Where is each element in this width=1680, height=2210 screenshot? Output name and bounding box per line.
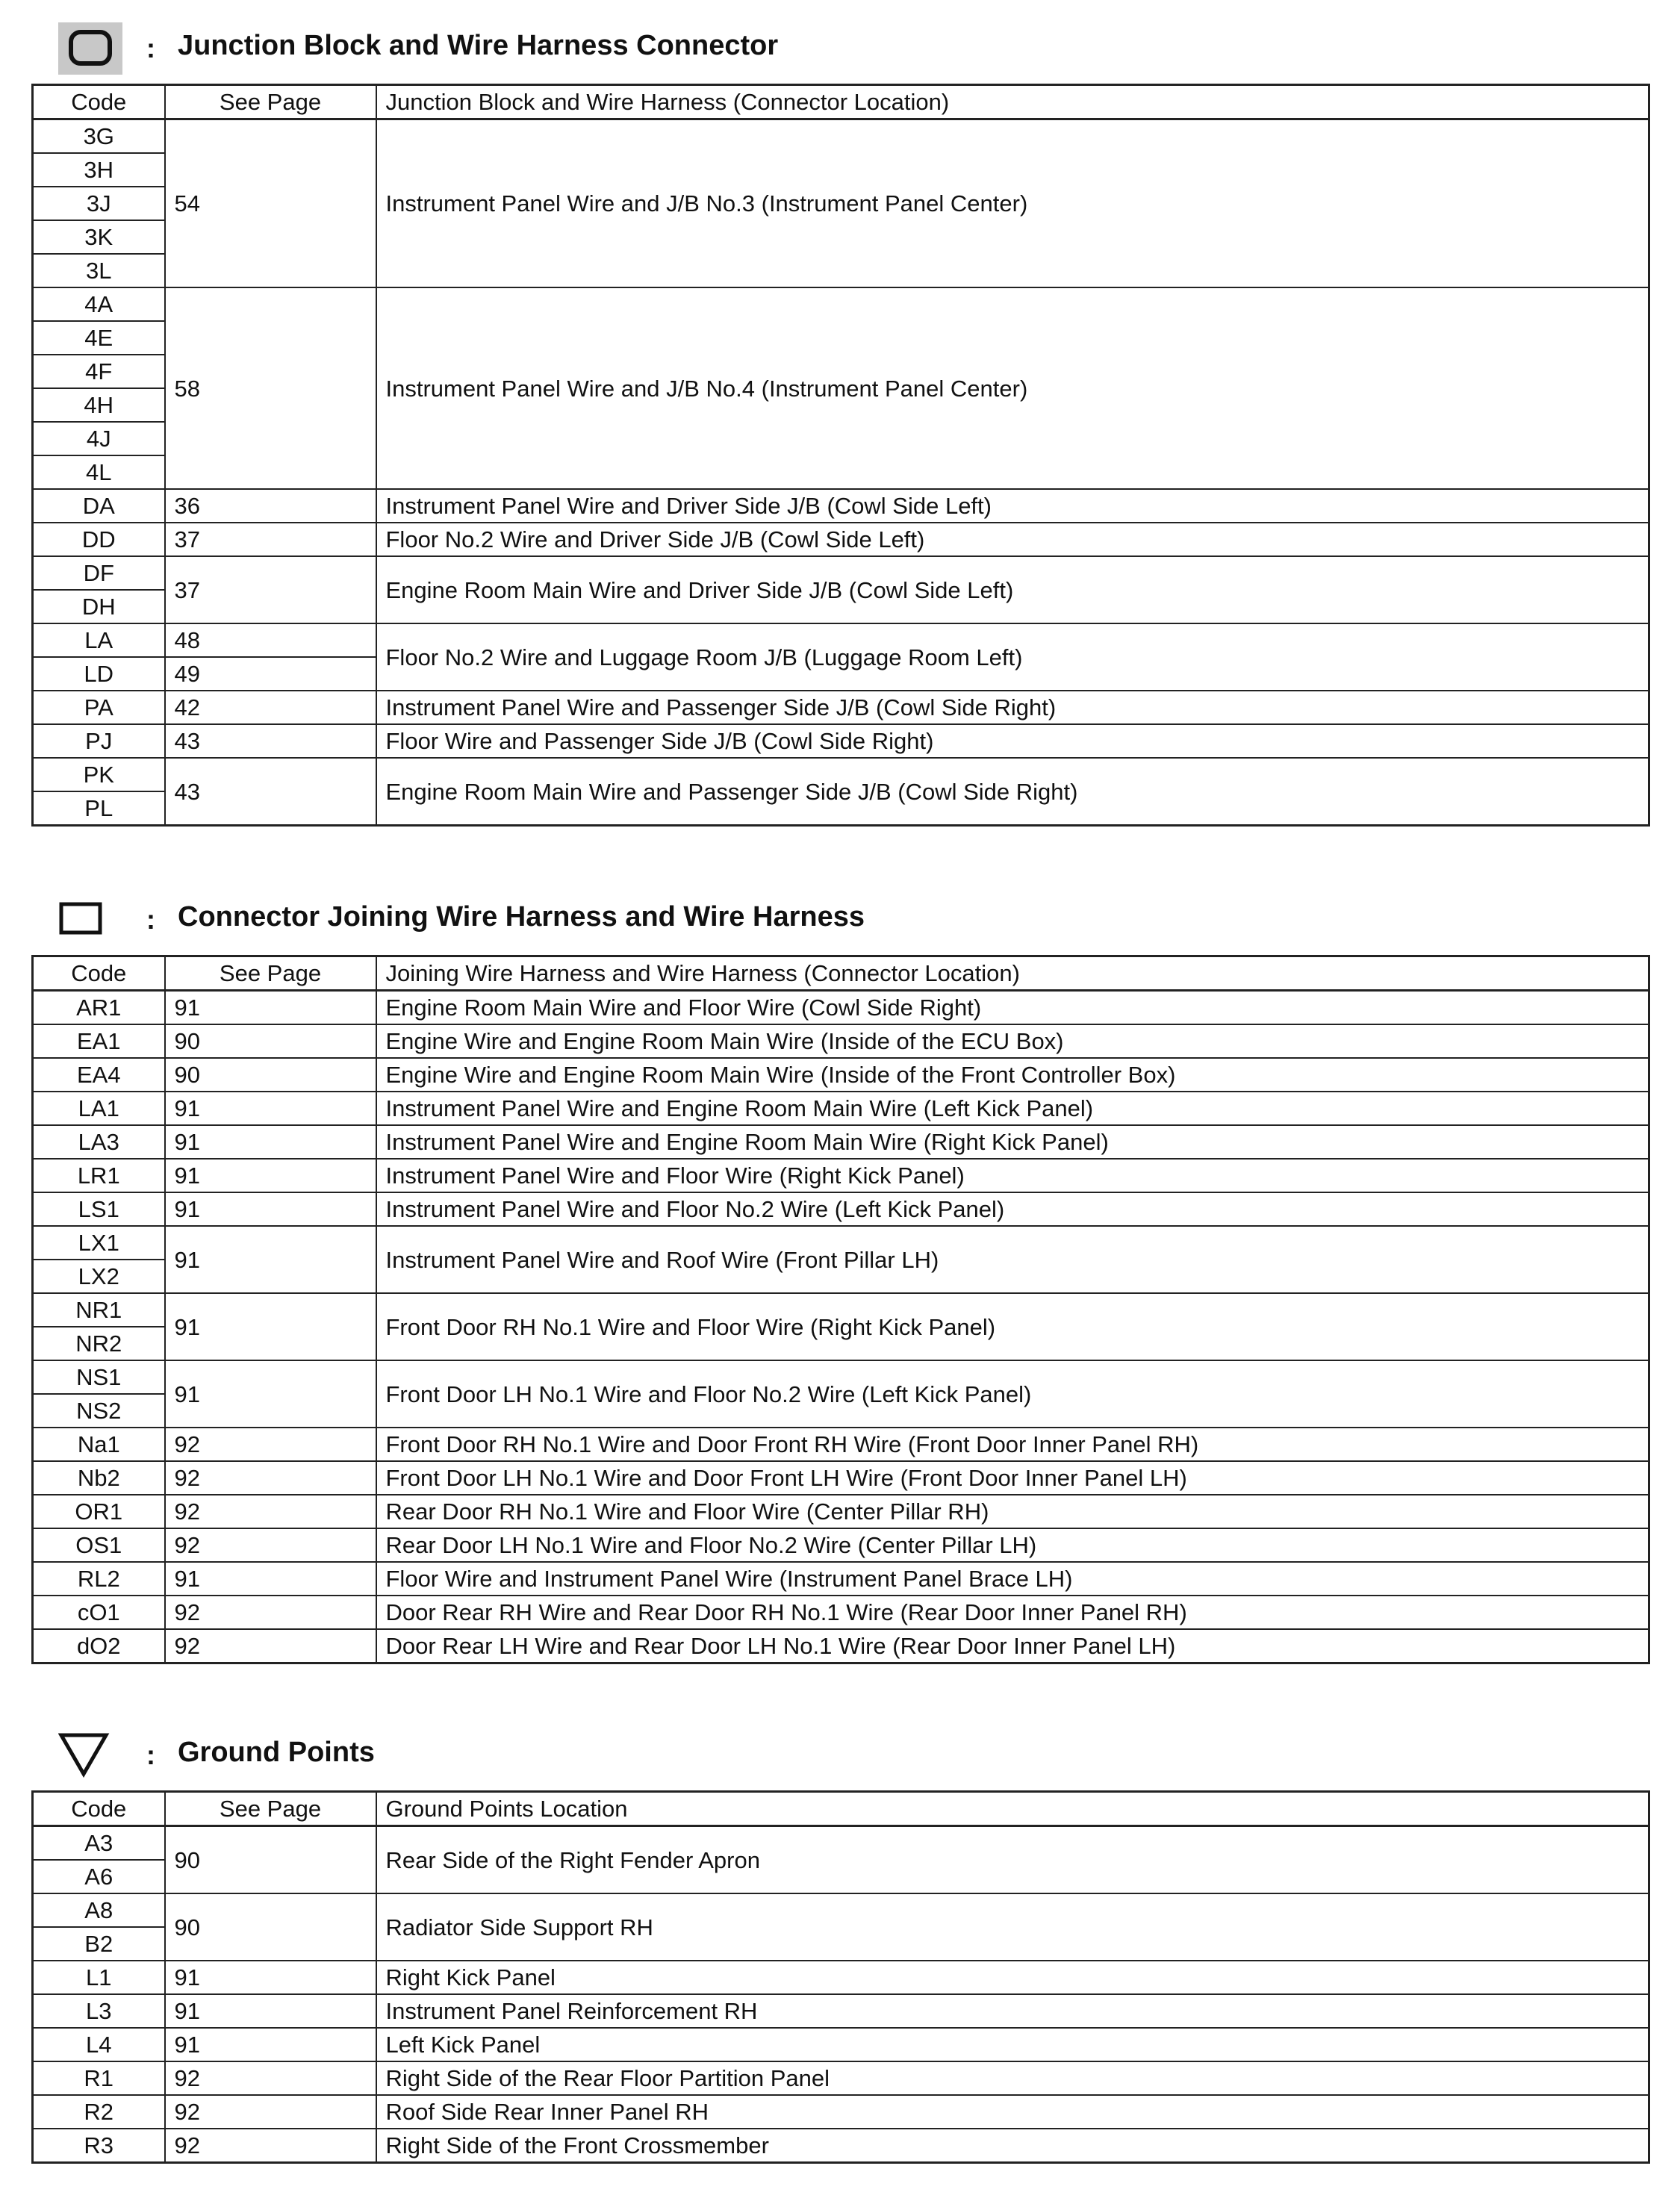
section-title: Junction Block and Wire Harness Connector: [178, 30, 779, 61]
ground-point-triangle-icon: [58, 1729, 122, 1781]
table-row: [33, 1596, 1649, 1629]
location-cell: Left Kick Panel: [376, 2028, 1649, 2061]
table-row: [33, 1826, 1649, 1861]
code-cell: LA3: [33, 1125, 165, 1159]
column-header-desc: Joining Wire Harness and Wire Harness (Connector Location): [376, 956, 1649, 991]
table-row: [33, 1428, 1649, 1461]
code-cell: R1: [33, 2061, 165, 2095]
location-cell: Door Rear LH Wire and Rear Door LH No.1 Wire (Rear Door Inner Panel LH): [376, 1629, 1649, 1663]
location-cell: Door Rear RH Wire and Rear Door RH No.1 Wire (Rear Door Inner Panel RH): [376, 1596, 1649, 1629]
column-header-page: See Page: [165, 85, 376, 119]
page-cell: 49: [165, 657, 376, 691]
table-row: [33, 758, 1649, 791]
code-cell: NR1: [33, 1293, 165, 1327]
code-cell: 3K: [33, 220, 165, 254]
section-title: Connector Joining Wire Harness and Wire Harness: [178, 901, 865, 933]
table-row: [33, 489, 1649, 523]
page-cell: 36: [165, 489, 376, 523]
location-cell: Floor Wire and Passenger Side J/B (Cowl Side Right): [376, 724, 1649, 758]
junction-block-symbol-icon: [58, 22, 122, 75]
page-cell: 90: [165, 1826, 376, 1894]
table-row: [33, 1893, 1649, 1927]
location-cell: Instrument Panel Wire and Floor Wire (Right Kick Panel): [376, 1159, 1649, 1192]
page-cell: 91: [165, 1293, 376, 1360]
table-header-row: [33, 85, 1649, 119]
page-cell: 92: [165, 2129, 376, 2163]
location-cell: Engine Room Main Wire and Passenger Side J/B (Cowl Side Right): [376, 758, 1649, 826]
section-heading-connector-joining: [0, 894, 1680, 946]
code-cell: AR1: [33, 991, 165, 1025]
code-cell: LA1: [33, 1092, 165, 1125]
page-cell: 37: [165, 556, 376, 623]
section-heading-junction-block: [0, 22, 1680, 75]
code-cell: cO1: [33, 1596, 165, 1629]
location-cell: Rear Door RH No.1 Wire and Floor Wire (Center Pillar RH): [376, 1495, 1649, 1528]
code-cell: L4: [33, 2028, 165, 2061]
page-cell: 92: [165, 1629, 376, 1663]
location-cell: Roof Side Rear Inner Panel RH: [376, 2095, 1649, 2129]
code-cell: 3H: [33, 153, 165, 187]
code-cell: NR2: [33, 1327, 165, 1360]
page-cell: 92: [165, 1495, 376, 1528]
code-cell: PL: [33, 791, 165, 826]
column-header-code: Code: [33, 85, 165, 119]
code-cell: LR1: [33, 1159, 165, 1192]
page-cell: 90: [165, 1024, 376, 1058]
code-cell: L1: [33, 1961, 165, 1994]
page-cell: 92: [165, 2095, 376, 2129]
table-row: [33, 1125, 1649, 1159]
code-cell: R2: [33, 2095, 165, 2129]
page-cell: 91: [165, 1159, 376, 1192]
junction-block-table: [31, 84, 1650, 827]
code-cell: EA1: [33, 1024, 165, 1058]
heading-colon: :: [146, 1740, 155, 1770]
code-cell: 4L: [33, 455, 165, 489]
column-header-code: Code: [33, 956, 165, 991]
table-header-row: [33, 956, 1649, 991]
table-row: [33, 1461, 1649, 1495]
page-cell: 91: [165, 1226, 376, 1293]
code-cell: dO2: [33, 1629, 165, 1663]
table-row: [33, 2129, 1649, 2163]
table-row: [33, 1495, 1649, 1528]
code-cell: 3G: [33, 119, 165, 154]
code-cell: A6: [33, 1860, 165, 1893]
page-cell: 37: [165, 523, 376, 556]
location-cell: Right Side of the Rear Floor Partition Panel: [376, 2061, 1649, 2095]
code-cell: LX1: [33, 1226, 165, 1260]
page-cell: 48: [165, 623, 376, 657]
location-cell: Instrument Panel Wire and Passenger Side J/B (Cowl Side Right): [376, 691, 1649, 724]
location-cell: Rear Door LH No.1 Wire and Floor No.2 Wire (Center Pillar LH): [376, 1528, 1649, 1562]
table-row: [33, 1192, 1649, 1226]
code-cell: Nb2: [33, 1461, 165, 1495]
column-header-page: See Page: [165, 1792, 376, 1826]
location-cell: Floor No.2 Wire and Luggage Room J/B (Luggage Room Left): [376, 623, 1649, 691]
location-cell: Front Door LH No.1 Wire and Floor No.2 Wire (Left Kick Panel): [376, 1360, 1649, 1428]
table-row: [33, 1226, 1649, 1260]
table-row: [33, 1994, 1649, 2028]
location-cell: Engine Wire and Engine Room Main Wire (Inside of the Front Controller Box): [376, 1058, 1649, 1092]
table-row: [33, 1092, 1649, 1125]
column-header-desc: Ground Points Location: [376, 1792, 1649, 1826]
location-cell: Floor Wire and Instrument Panel Wire (Instrument Panel Brace LH): [376, 1562, 1649, 1596]
code-cell: NS2: [33, 1394, 165, 1428]
location-cell: Instrument Panel Wire and Engine Room Main Wire (Right Kick Panel): [376, 1125, 1649, 1159]
connector-joining-table: [31, 955, 1650, 1664]
location-cell: Rear Side of the Right Fender Apron: [376, 1826, 1649, 1894]
code-cell: 4F: [33, 355, 165, 388]
page-cell: 42: [165, 691, 376, 724]
page-cell: 54: [165, 119, 376, 288]
page-cell: 43: [165, 724, 376, 758]
page-cell: 43: [165, 758, 376, 826]
table-header-row: [33, 1792, 1649, 1826]
location-cell: Front Door RH No.1 Wire and Door Front RH Wire (Front Door Inner Panel RH): [376, 1428, 1649, 1461]
code-cell: EA4: [33, 1058, 165, 1092]
location-cell: Instrument Panel Wire and J/B No.3 (Instrument Panel Center): [376, 119, 1649, 288]
page-cell: 91: [165, 991, 376, 1025]
code-cell: LX2: [33, 1260, 165, 1293]
code-cell: 4E: [33, 321, 165, 355]
page-cell: 92: [165, 1461, 376, 1495]
code-cell: LD: [33, 657, 165, 691]
page-cell: 58: [165, 287, 376, 489]
code-cell: DH: [33, 590, 165, 623]
code-cell: PJ: [33, 724, 165, 758]
location-cell: Instrument Panel Wire and J/B No.4 (Instrument Panel Center): [376, 287, 1649, 489]
page-cell: 91: [165, 2028, 376, 2061]
location-cell: Floor No.2 Wire and Driver Side J/B (Cowl Side Left): [376, 523, 1649, 556]
table-row: [33, 1629, 1649, 1663]
column-header-desc: Junction Block and Wire Harness (Connector Location): [376, 85, 1649, 119]
page-cell: 90: [165, 1058, 376, 1092]
code-cell: LS1: [33, 1192, 165, 1226]
code-cell: LA: [33, 623, 165, 657]
location-cell: Right Kick Panel: [376, 1961, 1649, 1994]
code-cell: PA: [33, 691, 165, 724]
code-cell: DF: [33, 556, 165, 590]
code-cell: R3: [33, 2129, 165, 2163]
location-cell: Front Door RH No.1 Wire and Floor Wire (Right Kick Panel): [376, 1293, 1649, 1360]
table-row: [33, 119, 1649, 154]
section-heading-ground-points: [0, 1729, 1680, 1781]
code-cell: PK: [33, 758, 165, 791]
code-cell: DD: [33, 523, 165, 556]
location-cell: Right Side of the Front Crossmember: [376, 2129, 1649, 2163]
table-row: [33, 1159, 1649, 1192]
table-row: [33, 1961, 1649, 1994]
location-cell: Engine Room Main Wire and Floor Wire (Cowl Side Right): [376, 991, 1649, 1025]
page-cell: 91: [165, 1360, 376, 1428]
ground-points-table: [31, 1790, 1650, 2164]
page-cell: 92: [165, 2061, 376, 2095]
location-cell: Instrument Panel Wire and Engine Room Main Wire (Left Kick Panel): [376, 1092, 1649, 1125]
code-cell: A8: [33, 1893, 165, 1927]
code-cell: 4J: [33, 422, 165, 455]
column-header-code: Code: [33, 1792, 165, 1826]
code-cell: 3J: [33, 187, 165, 220]
location-cell: Instrument Panel Wire and Roof Wire (Front Pillar LH): [376, 1226, 1649, 1293]
code-cell: Na1: [33, 1428, 165, 1461]
table-row: [33, 991, 1649, 1025]
table-row: [33, 2061, 1649, 2095]
table-row: [33, 1024, 1649, 1058]
page-cell: 91: [165, 1192, 376, 1226]
table-row: [33, 1360, 1649, 1394]
location-cell: Instrument Panel Wire and Driver Side J/B (Cowl Side Left): [376, 489, 1649, 523]
code-cell: 4H: [33, 388, 165, 422]
code-cell: 3L: [33, 254, 165, 287]
section-title: Ground Points: [178, 1737, 375, 1768]
page-cell: 90: [165, 1893, 376, 1961]
table-row: [33, 1293, 1649, 1327]
heading-colon: :: [146, 33, 155, 63]
page-cell: 92: [165, 1596, 376, 1629]
table-row: [33, 1058, 1649, 1092]
code-cell: OS1: [33, 1528, 165, 1562]
table-row: [33, 1528, 1649, 1562]
code-cell: DA: [33, 489, 165, 523]
connector-symbol-icon: [58, 894, 122, 946]
page-cell: 92: [165, 1528, 376, 1562]
code-cell: 4A: [33, 287, 165, 321]
page-cell: 91: [165, 1961, 376, 1994]
location-cell: Instrument Panel Wire and Floor No.2 Wire (Left Kick Panel): [376, 1192, 1649, 1226]
page-cell: 91: [165, 1092, 376, 1125]
table-row: [33, 523, 1649, 556]
table-row: [33, 623, 1649, 657]
table-row: [33, 691, 1649, 724]
table-row: [33, 2095, 1649, 2129]
table-row: [33, 556, 1649, 590]
page-cell: 91: [165, 1994, 376, 2028]
code-cell: A3: [33, 1826, 165, 1861]
code-cell: L3: [33, 1994, 165, 2028]
code-cell: OR1: [33, 1495, 165, 1528]
table-row: [33, 724, 1649, 758]
column-header-page: See Page: [165, 956, 376, 991]
location-cell: Engine Wire and Engine Room Main Wire (Inside of the ECU Box): [376, 1024, 1649, 1058]
table-row: [33, 287, 1649, 321]
location-cell: Radiator Side Support RH: [376, 1893, 1649, 1961]
code-cell: B2: [33, 1927, 165, 1961]
location-cell: Engine Room Main Wire and Driver Side J/B (Cowl Side Left): [376, 556, 1649, 623]
table-row: [33, 1562, 1649, 1596]
location-cell: Instrument Panel Reinforcement RH: [376, 1994, 1649, 2028]
heading-colon: :: [146, 904, 155, 935]
location-cell: Front Door LH No.1 Wire and Door Front LH Wire (Front Door Inner Panel LH): [376, 1461, 1649, 1495]
page-cell: 91: [165, 1125, 376, 1159]
page-cell: 91: [165, 1562, 376, 1596]
table-row: [33, 2028, 1649, 2061]
code-cell: RL2: [33, 1562, 165, 1596]
code-cell: NS1: [33, 1360, 165, 1394]
page-cell: 92: [165, 1428, 376, 1461]
